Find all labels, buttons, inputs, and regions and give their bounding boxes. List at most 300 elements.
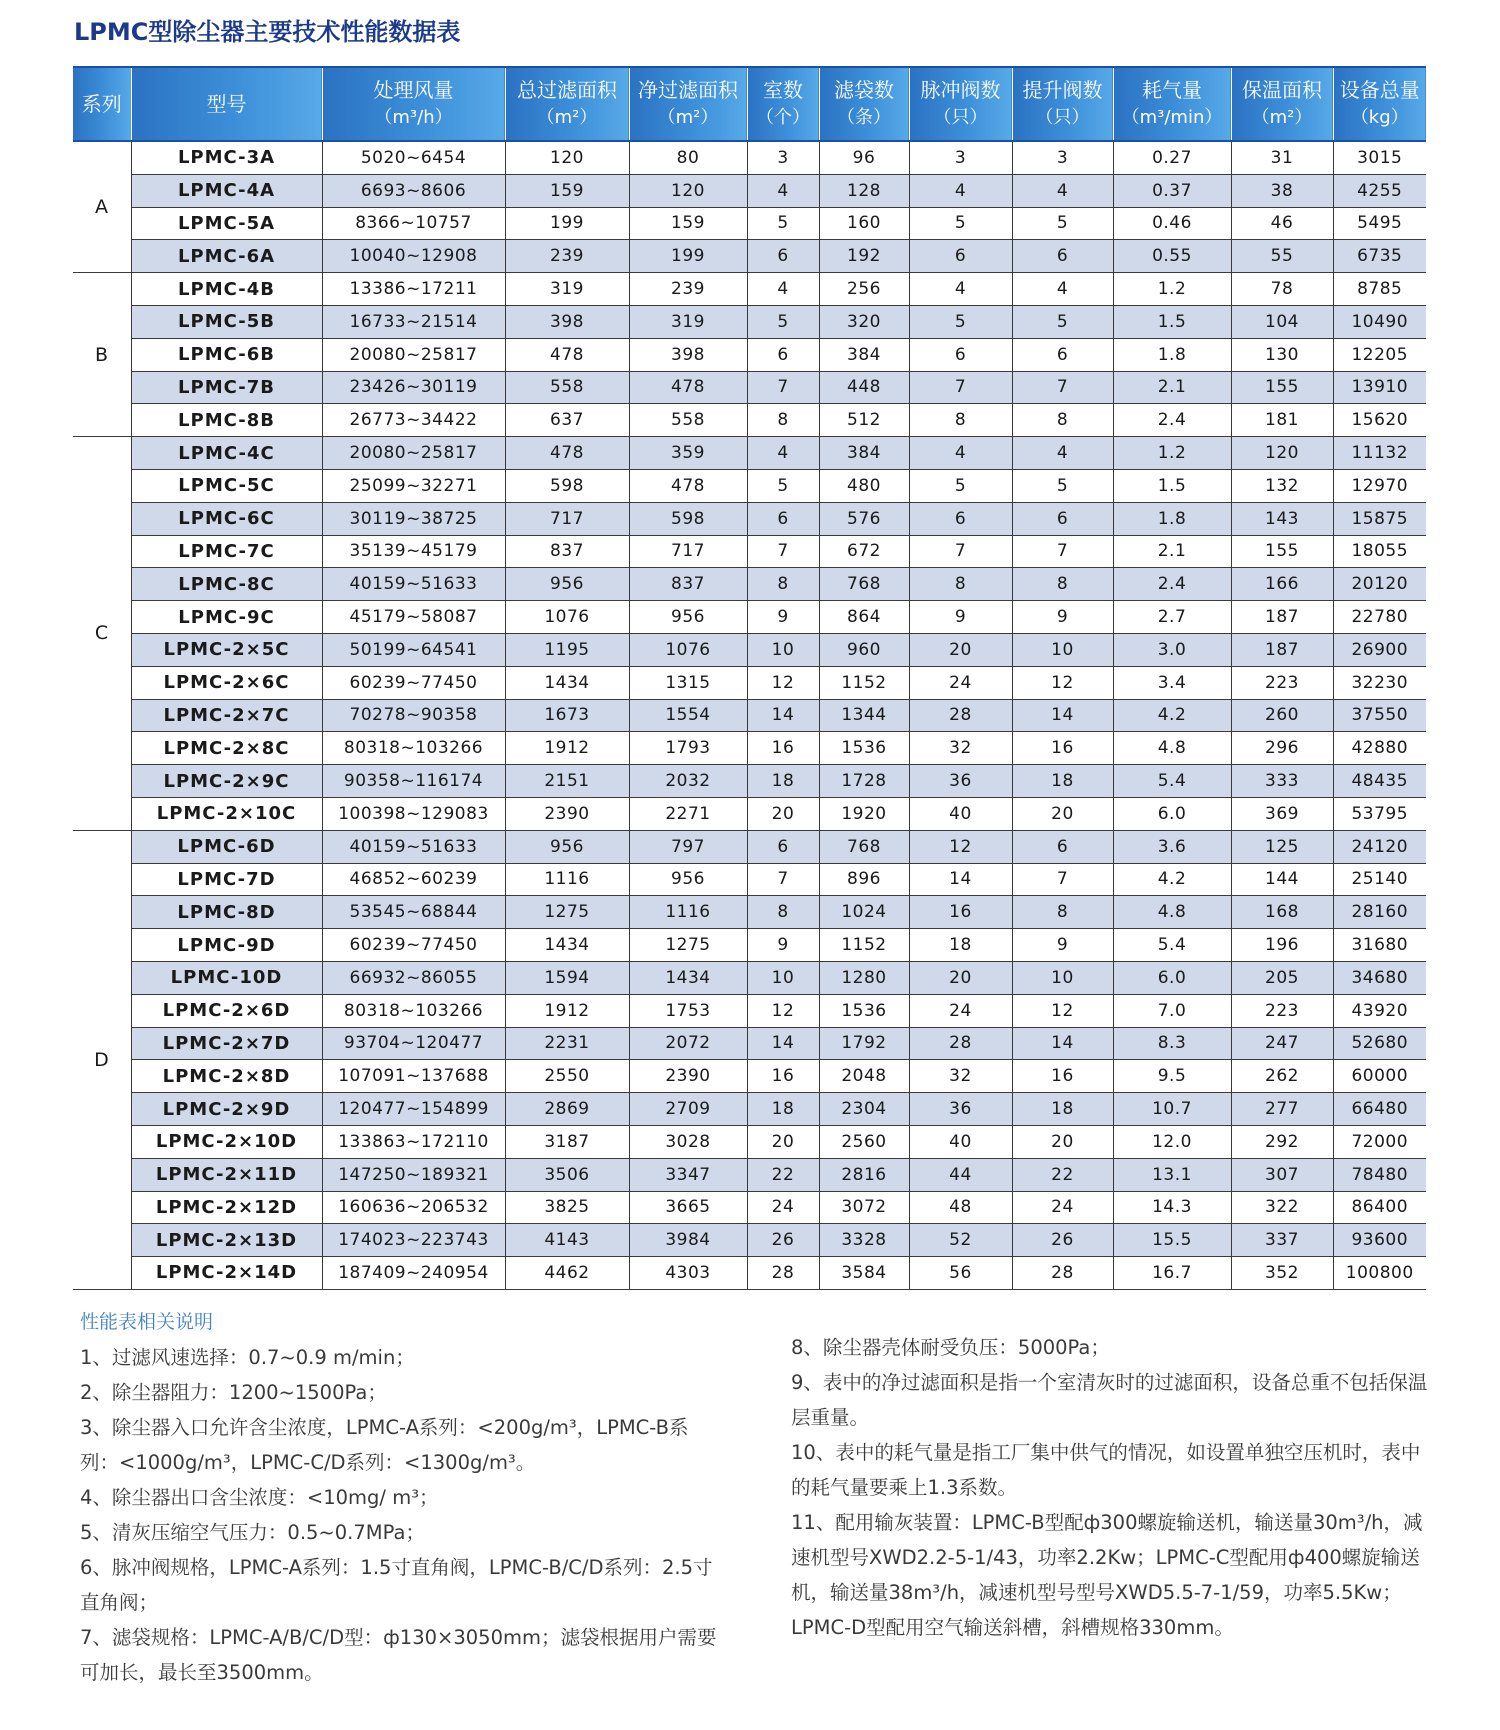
data-cell: 478 (629, 469, 747, 502)
data-cell: 1195 (505, 633, 629, 666)
data-cell: 20 (1012, 1125, 1113, 1158)
data-cell: 56 (909, 1257, 1012, 1290)
notes-right (791, 1330, 1431, 1645)
data-cell: 12.0 (1113, 1125, 1231, 1158)
column-header-unit: （只） (1035, 107, 1090, 128)
data-cell: 1434 (505, 929, 629, 962)
data-cell: 205 (1231, 961, 1333, 994)
model-cell: LPMC-2×13D (131, 1224, 322, 1257)
series-cell: A (73, 141, 131, 273)
model-cell: LPMC-6B (131, 338, 322, 371)
data-cell: 3.0 (1113, 633, 1231, 666)
data-cell: 15620 (1333, 404, 1426, 437)
data-cell: 32 (909, 732, 1012, 765)
data-cell: 1116 (505, 863, 629, 896)
data-cell: 24 (1012, 1191, 1113, 1224)
data-cell: 2.1 (1113, 535, 1231, 568)
data-cell: 672 (819, 535, 909, 568)
data-cell: 7 (747, 535, 819, 568)
note-item: 6、脉冲阀规格，LPMC-A系列：1.5寸直角阀，LPMC-B/C/D系列：2.5寸直角阀； (80, 1556, 713, 1614)
data-cell: 4 (909, 273, 1012, 306)
data-cell: 12 (747, 666, 819, 699)
table-row (73, 961, 1426, 994)
data-cell: 960 (819, 633, 909, 666)
column-header-unit: （只） (933, 107, 988, 128)
data-cell: 155 (1231, 535, 1333, 568)
data-cell: 9 (909, 601, 1012, 634)
data-cell: 125 (1231, 830, 1333, 863)
data-cell: 28 (909, 699, 1012, 732)
data-cell: 478 (505, 437, 629, 470)
data-cell: 26900 (1333, 633, 1426, 666)
data-cell: 717 (629, 535, 747, 568)
data-cell: 262 (1231, 1060, 1333, 1093)
model-cell: LPMC-2×6C (131, 666, 322, 699)
table-row (73, 502, 1426, 535)
data-cell: 104 (1231, 305, 1333, 338)
data-cell: 558 (629, 404, 747, 437)
table-body (73, 141, 1426, 1289)
model-cell: LPMC-2×9D (131, 1093, 322, 1126)
model-cell: LPMC-5C (131, 469, 322, 502)
data-cell: 78480 (1333, 1158, 1426, 1191)
column-header-unit: （m²） (536, 107, 598, 128)
data-cell: 20 (909, 961, 1012, 994)
data-cell: 4 (909, 437, 1012, 470)
data-cell: 2869 (505, 1093, 629, 1126)
data-cell: 46852~60239 (322, 863, 505, 896)
data-cell: 7 (1012, 863, 1113, 896)
model-cell: LPMC-4B (131, 273, 322, 306)
data-cell: 1275 (629, 929, 747, 962)
note-item: 2、除尘器阻力：1200~1500Pa； (80, 1381, 387, 1404)
data-cell: 16 (747, 1060, 819, 1093)
column-header-name: 滤袋数 (834, 78, 894, 102)
table-row (73, 1060, 1426, 1093)
spec-table (73, 66, 1426, 1290)
model-cell: LPMC-2×6D (131, 994, 322, 1027)
column-header-unit: （条） (837, 107, 891, 128)
data-cell: 120477~154899 (322, 1093, 505, 1126)
data-cell: 3665 (629, 1191, 747, 1224)
table-row (73, 1093, 1426, 1126)
table-row (73, 404, 1426, 437)
data-cell: 37550 (1333, 699, 1426, 732)
data-cell: 120 (1231, 437, 1333, 470)
model-cell: LPMC-5A (131, 207, 322, 240)
data-cell: 6 (747, 338, 819, 371)
data-cell: 48435 (1333, 765, 1426, 798)
data-cell: 3028 (629, 1125, 747, 1158)
table-row (73, 371, 1426, 404)
table-row (73, 863, 1426, 896)
data-cell: 4 (747, 174, 819, 207)
data-cell: 352 (1231, 1257, 1333, 1290)
data-cell: 4.8 (1113, 896, 1231, 929)
data-cell: 34680 (1333, 961, 1426, 994)
data-cell: 20120 (1333, 568, 1426, 601)
data-cell: 239 (505, 240, 629, 273)
data-cell: 956 (629, 863, 747, 896)
notes-left (80, 1305, 720, 1690)
data-cell: 144 (1231, 863, 1333, 896)
data-cell: 12970 (1333, 469, 1426, 502)
model-cell: LPMC-8C (131, 568, 322, 601)
table-row (73, 305, 1426, 338)
table-row (73, 732, 1426, 765)
data-cell: 44 (909, 1158, 1012, 1191)
data-cell: 8 (1012, 568, 1113, 601)
table-row (73, 141, 1426, 174)
data-cell: 16.7 (1113, 1257, 1231, 1290)
note-item: 8、除尘器壳体耐受负压：5000Pa； (791, 1336, 1110, 1359)
table-row (73, 797, 1426, 830)
data-cell: 6 (1012, 240, 1113, 273)
data-cell: 60239~77450 (322, 929, 505, 962)
model-cell: LPMC-4C (131, 437, 322, 470)
data-cell: 837 (629, 568, 747, 601)
data-cell: 5 (1012, 469, 1113, 502)
data-cell: 307 (1231, 1158, 1333, 1191)
model-cell: LPMC-2×9C (131, 765, 322, 798)
column-header (1012, 67, 1113, 141)
table-row (73, 929, 1426, 962)
data-cell: 107091~137688 (322, 1060, 505, 1093)
column-header-name: 总过滤面积 (517, 78, 617, 102)
table-row (73, 1125, 1426, 1158)
table-row (73, 174, 1426, 207)
data-cell: 14 (909, 863, 1012, 896)
data-cell: 174023~223743 (322, 1224, 505, 1257)
data-cell: 4.8 (1113, 732, 1231, 765)
data-cell: 717 (505, 502, 629, 535)
data-cell: 837 (505, 535, 629, 568)
data-cell: 4.2 (1113, 699, 1231, 732)
data-cell: 956 (505, 568, 629, 601)
model-cell: LPMC-2×8D (131, 1060, 322, 1093)
data-cell: 2032 (629, 765, 747, 798)
data-cell: 36 (909, 765, 1012, 798)
data-cell: 2816 (819, 1158, 909, 1191)
model-cell: LPMC-5B (131, 305, 322, 338)
model-cell: LPMC-2×14D (131, 1257, 322, 1290)
data-cell: 1076 (629, 633, 747, 666)
data-cell: 8 (747, 568, 819, 601)
series-cell: B (73, 273, 131, 437)
data-cell: 3506 (505, 1158, 629, 1191)
model-cell: LPMC-2×12D (131, 1191, 322, 1224)
data-cell: 181 (1231, 404, 1333, 437)
data-cell: 52 (909, 1224, 1012, 1257)
column-header (322, 67, 505, 141)
data-cell: 72000 (1333, 1125, 1426, 1158)
data-cell: 1.2 (1113, 273, 1231, 306)
model-cell: LPMC-7C (131, 535, 322, 568)
data-cell: 8 (1012, 896, 1113, 929)
data-cell: 14 (747, 699, 819, 732)
data-cell: 4 (1012, 437, 1113, 470)
data-cell: 24 (909, 994, 1012, 1027)
column-header (629, 67, 747, 141)
data-cell: 24 (747, 1191, 819, 1224)
data-cell: 10 (1012, 961, 1113, 994)
data-cell: 159 (505, 174, 629, 207)
data-cell: 223 (1231, 994, 1333, 1027)
data-cell: 18 (909, 929, 1012, 962)
data-cell: 5 (747, 305, 819, 338)
data-cell: 9 (747, 929, 819, 962)
data-cell: 0.46 (1113, 207, 1231, 240)
data-cell: 22 (747, 1158, 819, 1191)
data-cell: 1793 (629, 732, 747, 765)
column-header (909, 67, 1012, 141)
data-cell: 384 (819, 338, 909, 371)
data-cell: 31 (1231, 141, 1333, 174)
data-cell: 9 (1012, 929, 1113, 962)
data-cell: 320 (819, 305, 909, 338)
data-cell: 187 (1231, 601, 1333, 634)
data-cell: 18 (1012, 765, 1113, 798)
column-header (1113, 67, 1231, 141)
data-cell: 2560 (819, 1125, 909, 1158)
data-cell: 12 (1012, 994, 1113, 1027)
data-cell: 8 (909, 568, 1012, 601)
data-cell: 448 (819, 371, 909, 404)
data-cell: 8.3 (1113, 1027, 1231, 1060)
column-header-unit: （m²） (1251, 107, 1313, 128)
data-cell: 192 (819, 240, 909, 273)
data-cell: 6 (1012, 830, 1113, 863)
table-row (73, 666, 1426, 699)
data-cell: 558 (505, 371, 629, 404)
data-cell: 2709 (629, 1093, 747, 1126)
data-cell: 147250~189321 (322, 1158, 505, 1191)
data-cell: 3015 (1333, 141, 1426, 174)
data-cell: 1434 (629, 961, 747, 994)
data-cell: 1152 (819, 666, 909, 699)
data-cell: 1554 (629, 699, 747, 732)
data-cell: 12205 (1333, 338, 1426, 371)
table-row (73, 1224, 1426, 1257)
data-cell: 10040~12908 (322, 240, 505, 273)
data-cell: 478 (505, 338, 629, 371)
data-cell: 12 (909, 830, 1012, 863)
data-cell: 199 (629, 240, 747, 273)
model-cell: LPMC-7D (131, 863, 322, 896)
data-cell: 196 (1231, 929, 1333, 962)
data-cell: 9 (747, 601, 819, 634)
data-cell: 11132 (1333, 437, 1426, 470)
data-cell: 187 (1231, 633, 1333, 666)
data-cell: 7.0 (1113, 994, 1231, 1027)
data-cell: 4 (747, 437, 819, 470)
data-cell: 10.7 (1113, 1093, 1231, 1126)
data-cell: 168 (1231, 896, 1333, 929)
data-cell: 38 (1231, 174, 1333, 207)
data-cell: 3328 (819, 1224, 909, 1257)
data-cell: 1434 (505, 666, 629, 699)
data-cell: 322 (1231, 1191, 1333, 1224)
data-cell: 1280 (819, 961, 909, 994)
model-cell: LPMC-2×7D (131, 1027, 322, 1060)
data-cell: 896 (819, 863, 909, 896)
data-cell: 337 (1231, 1224, 1333, 1257)
data-cell: 143 (1231, 502, 1333, 535)
data-cell: 96 (819, 141, 909, 174)
data-cell: 48 (909, 1191, 1012, 1224)
data-cell: 512 (819, 404, 909, 437)
table-row (73, 765, 1426, 798)
column-header (73, 67, 131, 141)
data-cell: 20 (1012, 797, 1113, 830)
data-cell: 239 (629, 273, 747, 306)
data-cell: 28 (909, 1027, 1012, 1060)
column-header (1333, 67, 1426, 141)
data-cell: 384 (819, 437, 909, 470)
data-cell: 14.3 (1113, 1191, 1231, 1224)
data-cell: 23426~30119 (322, 371, 505, 404)
data-cell: 50199~64541 (322, 633, 505, 666)
note-item: LPMC-D型配用空气输送斜槽，斜槽规格330mm。 (791, 1616, 1234, 1639)
data-cell: 132 (1231, 469, 1333, 502)
data-cell: 15.5 (1113, 1224, 1231, 1257)
data-cell: 5 (1012, 207, 1113, 240)
data-cell: 18 (747, 1093, 819, 1126)
data-cell: 6735 (1333, 240, 1426, 273)
data-cell: 9 (1012, 601, 1113, 634)
column-header-name: 脉冲阀数 (920, 78, 1001, 102)
note-item: 5、清灰压缩空气压力：0.5~0.7MPa； (80, 1521, 425, 1544)
data-cell: 6.0 (1113, 797, 1231, 830)
model-cell: LPMC-6D (131, 830, 322, 863)
data-cell: 6 (747, 830, 819, 863)
data-cell: 35139~45179 (322, 535, 505, 568)
data-cell: 1344 (819, 699, 909, 732)
column-header-name: 处理风量 (373, 78, 454, 102)
data-cell: 4 (1012, 174, 1113, 207)
data-cell: 4143 (505, 1224, 629, 1257)
data-cell: 8785 (1333, 273, 1426, 306)
data-cell: 8 (909, 404, 1012, 437)
table-row (73, 207, 1426, 240)
data-cell: 36 (909, 1093, 1012, 1126)
data-cell: 52680 (1333, 1027, 1426, 1060)
data-cell: 7 (747, 371, 819, 404)
column-header-unit: （kg） (1350, 107, 1409, 128)
data-cell: 333 (1231, 765, 1333, 798)
data-cell: 133863~172110 (322, 1125, 505, 1158)
data-cell: 319 (629, 305, 747, 338)
table-row (73, 469, 1426, 502)
data-cell: 199 (505, 207, 629, 240)
data-cell: 25099~32271 (322, 469, 505, 502)
data-cell: 30119~38725 (322, 502, 505, 535)
data-cell: 768 (819, 830, 909, 863)
data-cell: 6 (909, 338, 1012, 371)
data-cell: 4 (909, 174, 1012, 207)
data-cell: 598 (629, 502, 747, 535)
data-cell: 1536 (819, 732, 909, 765)
data-cell: 18 (1012, 1093, 1113, 1126)
data-cell: 1920 (819, 797, 909, 830)
data-cell: 1.8 (1113, 502, 1231, 535)
data-cell: 1912 (505, 994, 629, 1027)
data-cell: 7 (747, 863, 819, 896)
table-row (73, 699, 1426, 732)
data-cell: 60239~77450 (322, 666, 505, 699)
data-cell: 5.4 (1113, 765, 1231, 798)
data-cell: 28160 (1333, 896, 1426, 929)
data-cell: 14 (747, 1027, 819, 1060)
column-header-name: 净过滤面积 (638, 78, 738, 102)
data-cell: 3072 (819, 1191, 909, 1224)
model-cell: LPMC-2×11D (131, 1158, 322, 1191)
data-cell: 8 (747, 896, 819, 929)
column-header (747, 67, 819, 141)
data-cell: 22780 (1333, 601, 1426, 634)
data-cell: 12 (747, 994, 819, 1027)
data-cell: 26 (1012, 1224, 1113, 1257)
data-cell: 32 (909, 1060, 1012, 1093)
data-cell: 2231 (505, 1027, 629, 1060)
data-cell: 25140 (1333, 863, 1426, 896)
data-cell: 13386~17211 (322, 273, 505, 306)
data-cell: 1275 (505, 896, 629, 929)
data-cell: 80318~103266 (322, 994, 505, 1027)
column-header-name: 提升阀数 (1022, 78, 1103, 102)
model-cell: LPMC-2×8C (131, 732, 322, 765)
column-header-name: 设备总量 (1339, 78, 1420, 102)
data-cell: 5 (909, 469, 1012, 502)
data-cell: 70278~90358 (322, 699, 505, 732)
data-cell: 20080~25817 (322, 338, 505, 371)
data-cell: 2390 (629, 1060, 747, 1093)
data-cell: 398 (505, 305, 629, 338)
data-cell: 20 (909, 633, 1012, 666)
data-cell: 2048 (819, 1060, 909, 1093)
data-cell: 55 (1231, 240, 1333, 273)
data-cell: 3 (909, 141, 1012, 174)
model-cell: LPMC-3A (131, 141, 322, 174)
model-cell: LPMC-2×7C (131, 699, 322, 732)
column-header-name: 耗气量 (1142, 78, 1202, 102)
column-header-unit: （个） (756, 107, 810, 128)
data-cell: 6 (747, 240, 819, 273)
data-cell: 319 (505, 273, 629, 306)
data-cell: 8 (1012, 404, 1113, 437)
data-cell: 160636~206532 (322, 1191, 505, 1224)
data-cell: 66932~86055 (322, 961, 505, 994)
data-cell: 7 (909, 535, 1012, 568)
table-row (73, 1257, 1426, 1290)
data-cell: 6 (909, 240, 1012, 273)
data-cell: 32230 (1333, 666, 1426, 699)
data-cell: 292 (1231, 1125, 1333, 1158)
data-cell: 60000 (1333, 1060, 1426, 1093)
column-header-unit: （m³/h） (374, 107, 453, 128)
data-cell: 1.8 (1113, 338, 1231, 371)
data-cell: 86400 (1333, 1191, 1426, 1224)
data-cell: 3 (747, 141, 819, 174)
data-cell: 1753 (629, 994, 747, 1027)
data-cell: 20 (747, 797, 819, 830)
data-cell: 20 (747, 1125, 819, 1158)
data-cell: 40 (909, 1125, 1012, 1158)
model-cell: LPMC-7B (131, 371, 322, 404)
data-cell: 12 (1012, 666, 1113, 699)
notes-heading: 性能表相关说明 (80, 1311, 214, 1333)
data-cell: 66480 (1333, 1093, 1426, 1126)
